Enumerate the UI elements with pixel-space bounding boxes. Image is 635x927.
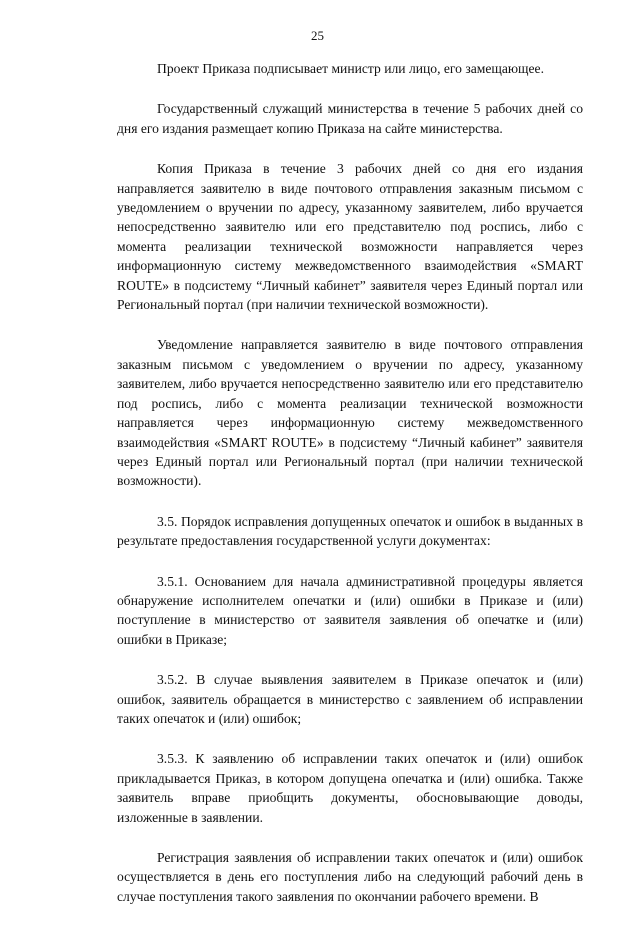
- paragraph-notification: Уведомление направляется заявителю в виде почтового отправления заказным письмом с уведомлением о вручении по адресу, указанному заявителем, либо вручается непосредственно заявителю или его представителю под роспись, либо с момента реализации технической возможности направляется через информационную систему межведомственного взаимодействия «SMART ROUTE» в подсистему “Личный кабинет” заявителя через Единый портал или Региональный портал (при наличии технической возможности).: [117, 337, 583, 489]
- paragraph-copy-delivery: Копия Приказа в течение 3 рабочих дней со дня его издания направляется заявителю в виде почтового отправления заказным письмом с уведомлением о вручении по адресу, указанному заявителем, либо вручается непосредственно заявителю или его представителю под роспись, либо с момента реализации технической возможности направляется через информационную систему межведомственного взаимодействия «SMART ROUTE» в подсистему “Личный кабинет” заявителя через Единый портал или Региональный портал (при наличии технической возможности).: [117, 161, 583, 313]
- document-body: [117, 59, 583, 927]
- paragraph-registration: Регистрация заявления об исправлении таких опечаток и (или) ошибок осуществляется в день его поступления либо на следующий рабочий день в случае поступления такого заявления по окончании рабочего времени. В: [117, 850, 583, 904]
- paragraph-section-3-5-2: 3.5.2. В случае выявления заявителем в Приказе опечаток и (или) ошибок, заявитель обращается в министерство с заявлением об исправлении таких опечаток и (или) ошибок;: [117, 672, 583, 726]
- paragraph-section-3-5: 3.5. Порядок исправления допущенных опечаток и ошибок в выданных в результате предоставления государственной услуги документах:: [117, 513, 583, 549]
- paragraph-section-3-5-3: 3.5.3. К заявлению об исправлении таких опечаток и (или) ошибок прикладывается Приказ, в котором допущена опечатка и (или) ошибка. Также заявитель вправе приобщить документы, обосновывающие доводы, изложенные в заявлении.: [117, 751, 583, 825]
- paragraph-section-3-5-1: 3.5.1. Основанием для начала административной процедуры является обнаружение исполнителем опечатки и (или) ошибки в Приказе и (или) поступление в министерство от заявителя заявления об опечатке и (или) ошибки в Приказе;: [117, 573, 583, 647]
- page-number: 25: [311, 28, 324, 43]
- paragraph-signing: Проект Приказа подписывает министр или лицо, его замещающее.: [157, 61, 544, 76]
- paragraph-publication: Государственный служащий министерства в течение 5 рабочих дней со дня его издания размещает копию Приказа на сайте министерства.: [117, 101, 583, 136]
